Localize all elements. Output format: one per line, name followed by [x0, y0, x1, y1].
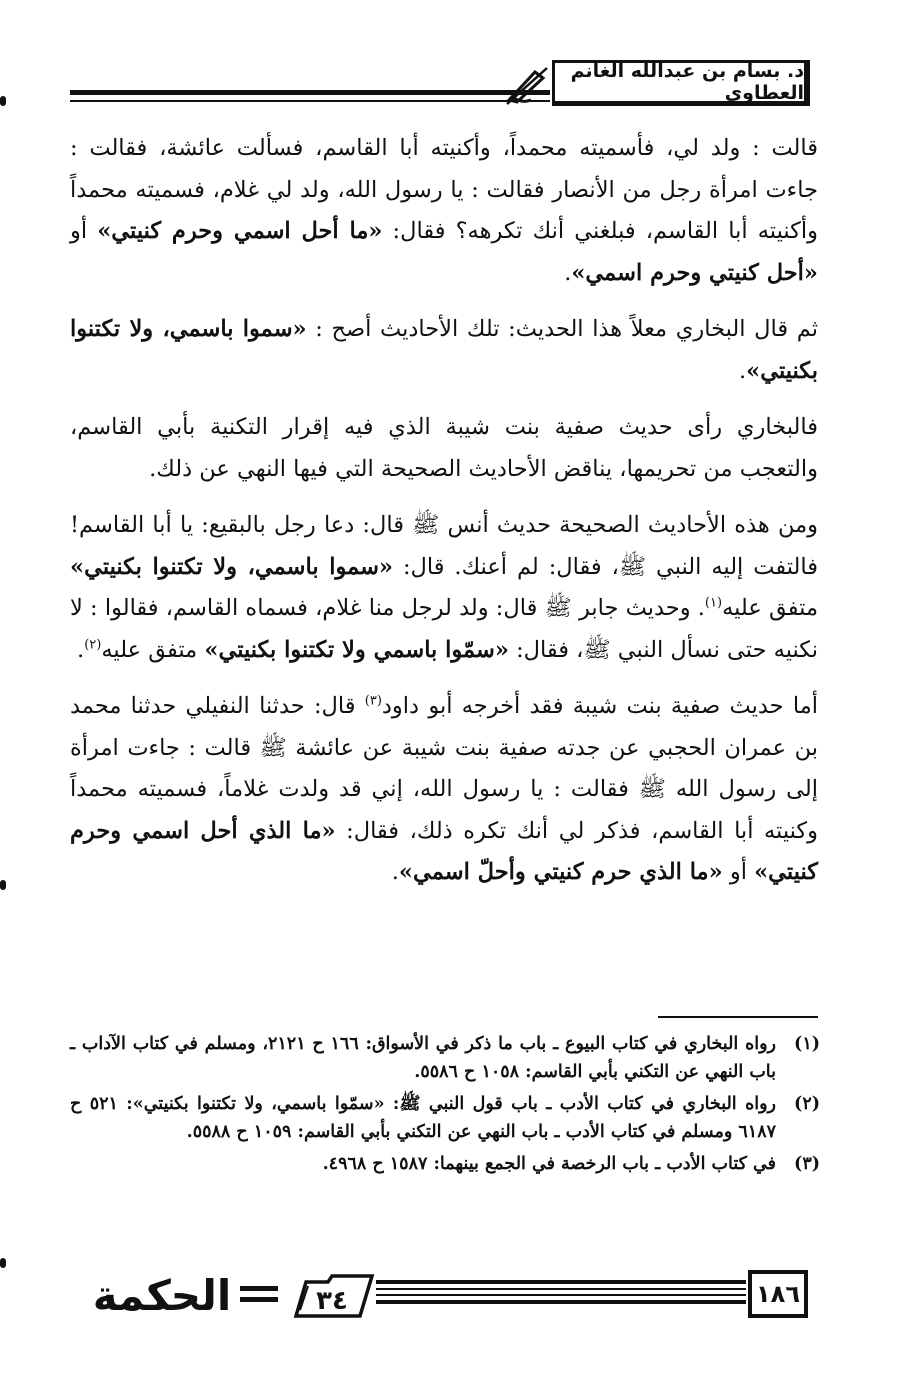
footnote-text: في كتاب الأدب ـ باب الرخصة في الجمع بينهما: ١٥٨٧ ح ٤٩٦٨.	[322, 1154, 776, 1174]
paragraph-3	[70, 407, 818, 490]
hadith-quote: «ما الذي أحل اسمي وحرم كنيتي»	[70, 817, 818, 885]
p2-text: ثم قال البخاري معلاً هذا الحديث: تلك الأحاديث أصح :	[306, 316, 818, 342]
author-header-box	[552, 60, 810, 106]
hadith-quote: «أحل كنيتي وحرم اسمي»	[571, 259, 818, 286]
footnote-3	[70, 1150, 820, 1178]
footnote-ref-3[interactable]: (٣)	[364, 693, 382, 709]
footnote-1	[70, 1030, 820, 1086]
p1-end: .	[564, 259, 572, 286]
p5-text: أما حديث صفية بنت شيبة فقد أخرجه أبو داود	[381, 693, 818, 719]
footnote-number: (٢)	[794, 1094, 820, 1114]
issue-number: ٣٤	[316, 1286, 348, 1316]
main-text	[70, 128, 818, 909]
footnote-text: رواه البخاري في كتاب الأدب ـ باب قول النبي ﷺ: «سمّوا باسمي، ولا تكتنوا بكنيتي»: ٥٢١ ح ٦١٨٧ ومسلم في كتاب الأدب ـ باب النهي عن التكني بأبي القاسم: ١٠٥٩ ح ٥٥٨٨.	[70, 1094, 776, 1142]
p5-end: .	[391, 859, 399, 885]
p4-end: .	[77, 636, 85, 663]
footer-long-rule	[376, 1280, 746, 1310]
hadith-quote: «ما الذي حرم كنيتي وأحلّ اسمي»	[398, 859, 723, 885]
footnote-text: رواه البخاري في كتاب البيوع ـ باب ما ذكر في الأسواق: ١٦٦ ح ٢١٢١، ومسلم في كتاب الآداب ـ باب النهي عن التكني بأبي القاسم: ١٠٥٨ ح ٥٥٨٦.	[70, 1034, 776, 1082]
paragraph-2	[70, 309, 818, 392]
paragraph-5	[70, 686, 818, 894]
p2-end: .	[738, 357, 747, 384]
hadith-quote: «سمّوا باسمي ولا تكتنوا بكنيتي»	[204, 636, 509, 663]
issue-badge	[288, 1272, 376, 1320]
hadith-quote: «ما أحل اسمي وحرم كنيتي»	[97, 218, 383, 244]
footnote-separator	[658, 1016, 818, 1018]
p3-text: فالبخاري رأى حديث صفية بنت شيبة الذي فيه إقرار التكنية بأبي القاسم، والتعجب من تحريمها، يناقض الأحاديث الصحيحة التي فيها النهي عن ذلك.	[70, 414, 818, 482]
p4-text: . وحديث جابر ﷺ قال: ولد لرجل منا غلام، فسماه القاسم، فقالوا : لا نكنيه حتى نسأل النبي ﷺ، فقال:	[70, 595, 818, 663]
footnote-number: (١)	[794, 1034, 820, 1054]
scan-edge-mark	[0, 880, 6, 890]
hadith-quote: «سموا باسمي، ولا تكتنوا بكنيتي»	[70, 553, 393, 580]
footnote-2	[70, 1090, 820, 1146]
p5-text: قال: حدثنا النفيلي حدثنا محمد بن عمران الحجبي عن جدته صفية بنت شيبة عن عائشة ﷺ قالت : جاءت امرأة إلى رسول الله ﷺ فقالت : يا رسول الله، إني قد ولدت غلاماً، فسميته محمداً وكنيته أبا القاسم، فذكر لي أنك تكره ذلك، فقال:	[70, 693, 818, 844]
paragraph-4	[70, 505, 818, 671]
p1-text: قالت : ولد لي، فأسميته محمداً، وأكنيته أبا القاسم، فسألت عائشة، فقالت : جاءت امرأة رجل من الأنصار فقالت : يا رسول الله، ولد لي غلام، فسميته محمداً وأكنيته أبا القاسم، فبلغني أنك تكرهه؟ فقال:	[70, 135, 818, 244]
scan-edge-mark	[0, 96, 6, 106]
header-rule	[70, 86, 550, 106]
magazine-logo: الحكمة	[92, 1271, 232, 1320]
p5-connector: أو	[722, 859, 755, 885]
footnote-number: (٣)	[794, 1154, 820, 1174]
paragraph-1	[70, 128, 818, 294]
p1-connector: أو	[70, 218, 98, 244]
footnote-ref-2[interactable]: (٢)	[84, 637, 102, 652]
page-number: ١٨٦	[756, 1280, 800, 1308]
p4-text: ومن هذه الأحاديث الصحيحة حديث أنس ﷺ قال: دعا رجل بالبقيع: يا أبا القاسم! فالتفت إليه النبي ﷺ، فقال: لم أعنك. قال:	[70, 512, 818, 580]
footnotes	[70, 1030, 820, 1182]
scan-edge-mark	[0, 1258, 6, 1268]
page-footer	[0, 1262, 917, 1332]
p4-text: متفق عليه	[722, 595, 818, 621]
page-number-box	[748, 1270, 808, 1318]
p4-text: متفق عليه	[101, 636, 205, 663]
footnote-ref-1[interactable]: (١)	[704, 595, 723, 611]
author-name: د. بسام بن عبدالله الغانم العطاوي	[570, 60, 804, 104]
footer-double-rule	[240, 1284, 278, 1304]
hadith-quote: «سموا باسمي، ولا تكتنوا بكنيتي»	[70, 316, 818, 384]
